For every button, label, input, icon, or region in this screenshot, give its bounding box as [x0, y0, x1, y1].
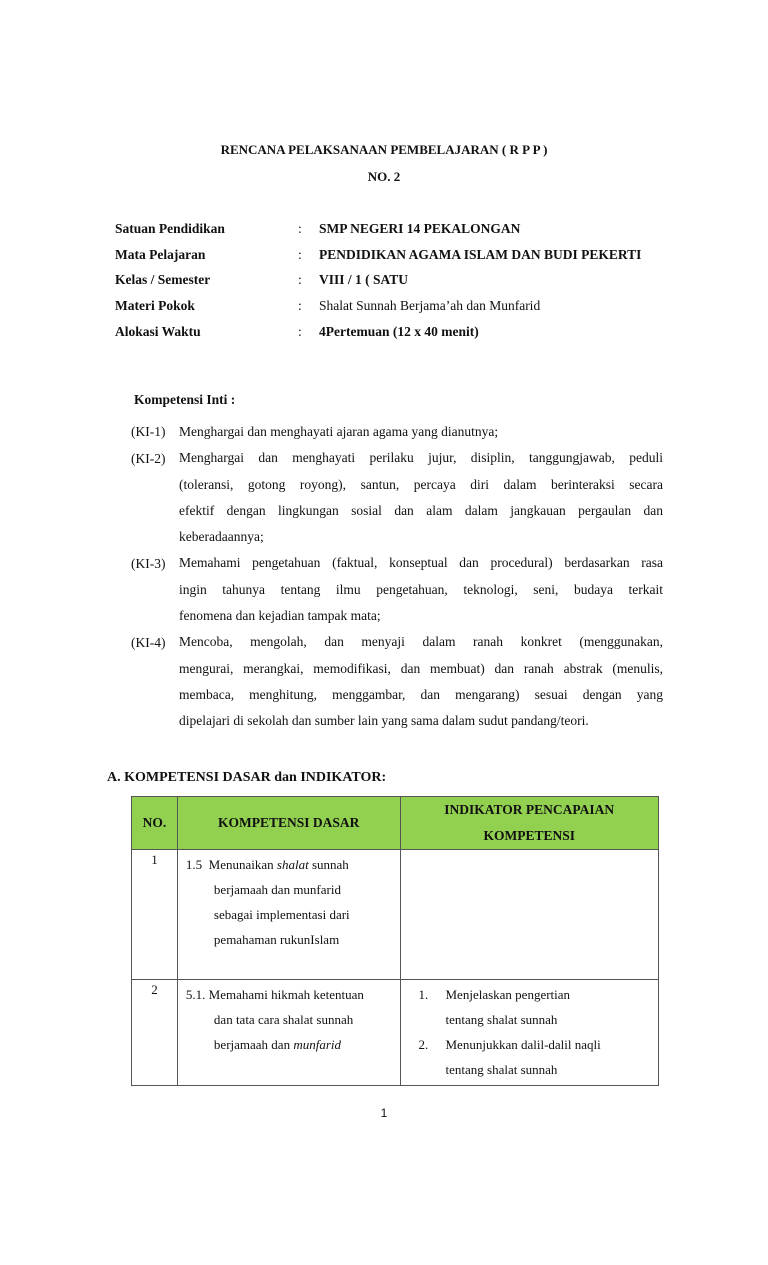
identity-colon: :: [298, 272, 302, 287]
ki-label: (KI-1): [131, 424, 166, 439]
ki-label: (KI-3): [131, 556, 166, 571]
header-kompetensi-dasar: KOMPETENSI DASAR: [177, 797, 400, 850]
identity-value: 4Pertemuan (12 x 40 menit): [319, 324, 479, 339]
indikator-cell: [400, 850, 659, 980]
indikator-text: tentang shalat sunnah: [445, 1062, 558, 1077]
row-number: 1: [132, 850, 178, 980]
ki-line: Mencoba, mengolah, dan menyaji dalam ranah konkret (menggunakan,: [179, 634, 663, 649]
kd-text: Menunaikan: [208, 857, 274, 872]
identity-value: VIII / 1 ( SATU: [319, 272, 409, 287]
document-title: RENCANA PELAKSANAAN PEMBELAJARAN ( R P P ): [220, 142, 548, 157]
kd-number: 1.5: [185, 857, 203, 872]
header-indikator: [400, 797, 659, 850]
kd-text: sunnah: [311, 857, 349, 872]
kd-text: pemahaman rukunIslam: [213, 932, 340, 947]
kd-text-italic: munfarid: [293, 1037, 341, 1052]
kd-cell: [177, 850, 400, 980]
ki-line: dipelajari di sekolah dan sumber lain yang sama dalam sudut pandang/teori.: [179, 713, 589, 728]
indikator-text: tentang shalat sunnah: [445, 1012, 558, 1027]
header-indikator-line1: INDIKATOR PENCAPAIAN: [444, 802, 615, 817]
kd-text: berjamaah dan munfarid: [213, 882, 341, 897]
identity-value: SMP NEGERI 14 PEKALONGAN: [319, 221, 521, 236]
kd-text: berjamaah dan: [213, 1037, 291, 1052]
identity-value: PENDIDIKAN AGAMA ISLAM DAN BUDI PEKERTI: [319, 247, 642, 262]
identity-colon: :: [298, 298, 302, 313]
kompetensi-dasar-table: [131, 796, 659, 1086]
identity-label: Materi Pokok: [115, 298, 195, 313]
ki-label: (KI-4): [131, 635, 166, 650]
indikator-item: [401, 1032, 659, 1057]
row-number: 2: [132, 980, 178, 1086]
table-row: [132, 980, 659, 1086]
ki-line: membaca, menghitung, menggambar, dan mengarang) sesuai dengan yang: [179, 687, 663, 702]
indikator-cell: [400, 980, 659, 1086]
identity-colon: :: [298, 247, 302, 262]
identity-label: Satuan Pendidikan: [115, 221, 225, 236]
header-indikator-line2: KOMPETENSI: [483, 828, 575, 843]
identity-value: Shalat Sunnah Berjama’ah dan Munfarid: [319, 298, 541, 313]
table-header-row: [132, 797, 659, 850]
ki-line: Memahami pengetahuan (faktual, konseptual dan procedural) berdasarkan rasa: [179, 555, 663, 570]
indikator-text: Menunjukkan dalil-dalil naqli: [445, 1037, 601, 1052]
kompetensi-inti-title: Kompetensi Inti :: [134, 392, 236, 407]
ki-label: (KI-2): [131, 451, 166, 466]
kd-text: Memahami hikmah ketentuan: [208, 987, 364, 1002]
ki-line: keberadaannya;: [179, 529, 264, 544]
kd-number: 5.1.: [185, 987, 206, 1002]
header-no: NO.: [132, 797, 178, 850]
identity-colon: :: [298, 221, 302, 236]
kd-text-italic: shalat: [276, 857, 309, 872]
document-number: NO. 2: [367, 169, 401, 184]
section-a-title: A. KOMPETENSI DASAR dan INDIKATOR:: [107, 770, 387, 785]
ki-line: fenomena dan kejadian tampak mata;: [179, 608, 381, 623]
page-number: 1: [380, 1106, 388, 1120]
kd-cell: [177, 980, 400, 1086]
ki-line: Menghargai dan menghayati ajaran agama yang dianutnya;: [179, 424, 499, 439]
identity-label: Kelas / Semester: [115, 272, 211, 287]
ki-line: (toleransi, gotong royong), santun, percaya diri dalam berinteraksi secara: [179, 477, 663, 492]
identity-colon: :: [298, 324, 302, 339]
indikator-number: 2.: [418, 1037, 429, 1052]
indikator-text: Menjelaskan pengertian: [445, 987, 571, 1002]
identity-label: Mata Pelajaran: [115, 247, 206, 262]
ki-line: mengurai, merangkai, memodifikasi, dan membuat) dan ranah abstrak (menulis,: [179, 661, 663, 676]
kd-text: sebagai implementasi dari: [213, 907, 350, 922]
ki-line: ingin tahunya tentang ilmu pengetahuan, teknologi, seni, budaya terkait: [179, 582, 663, 597]
indikator-number: 1.: [418, 987, 429, 1002]
kd-text: dan tata cara shalat sunnah: [213, 1012, 354, 1027]
identity-label: Alokasi Waktu: [115, 324, 201, 339]
ki-line: efektif dengan lingkungan sosial dan alam dalam jangkauan pergaulan dan: [179, 503, 663, 518]
indikator-item: [401, 982, 659, 1007]
table-row: [132, 850, 659, 980]
ki-line: Menghargai dan menghayati perilaku jujur, disiplin, tanggungjawab, peduli: [179, 450, 663, 465]
